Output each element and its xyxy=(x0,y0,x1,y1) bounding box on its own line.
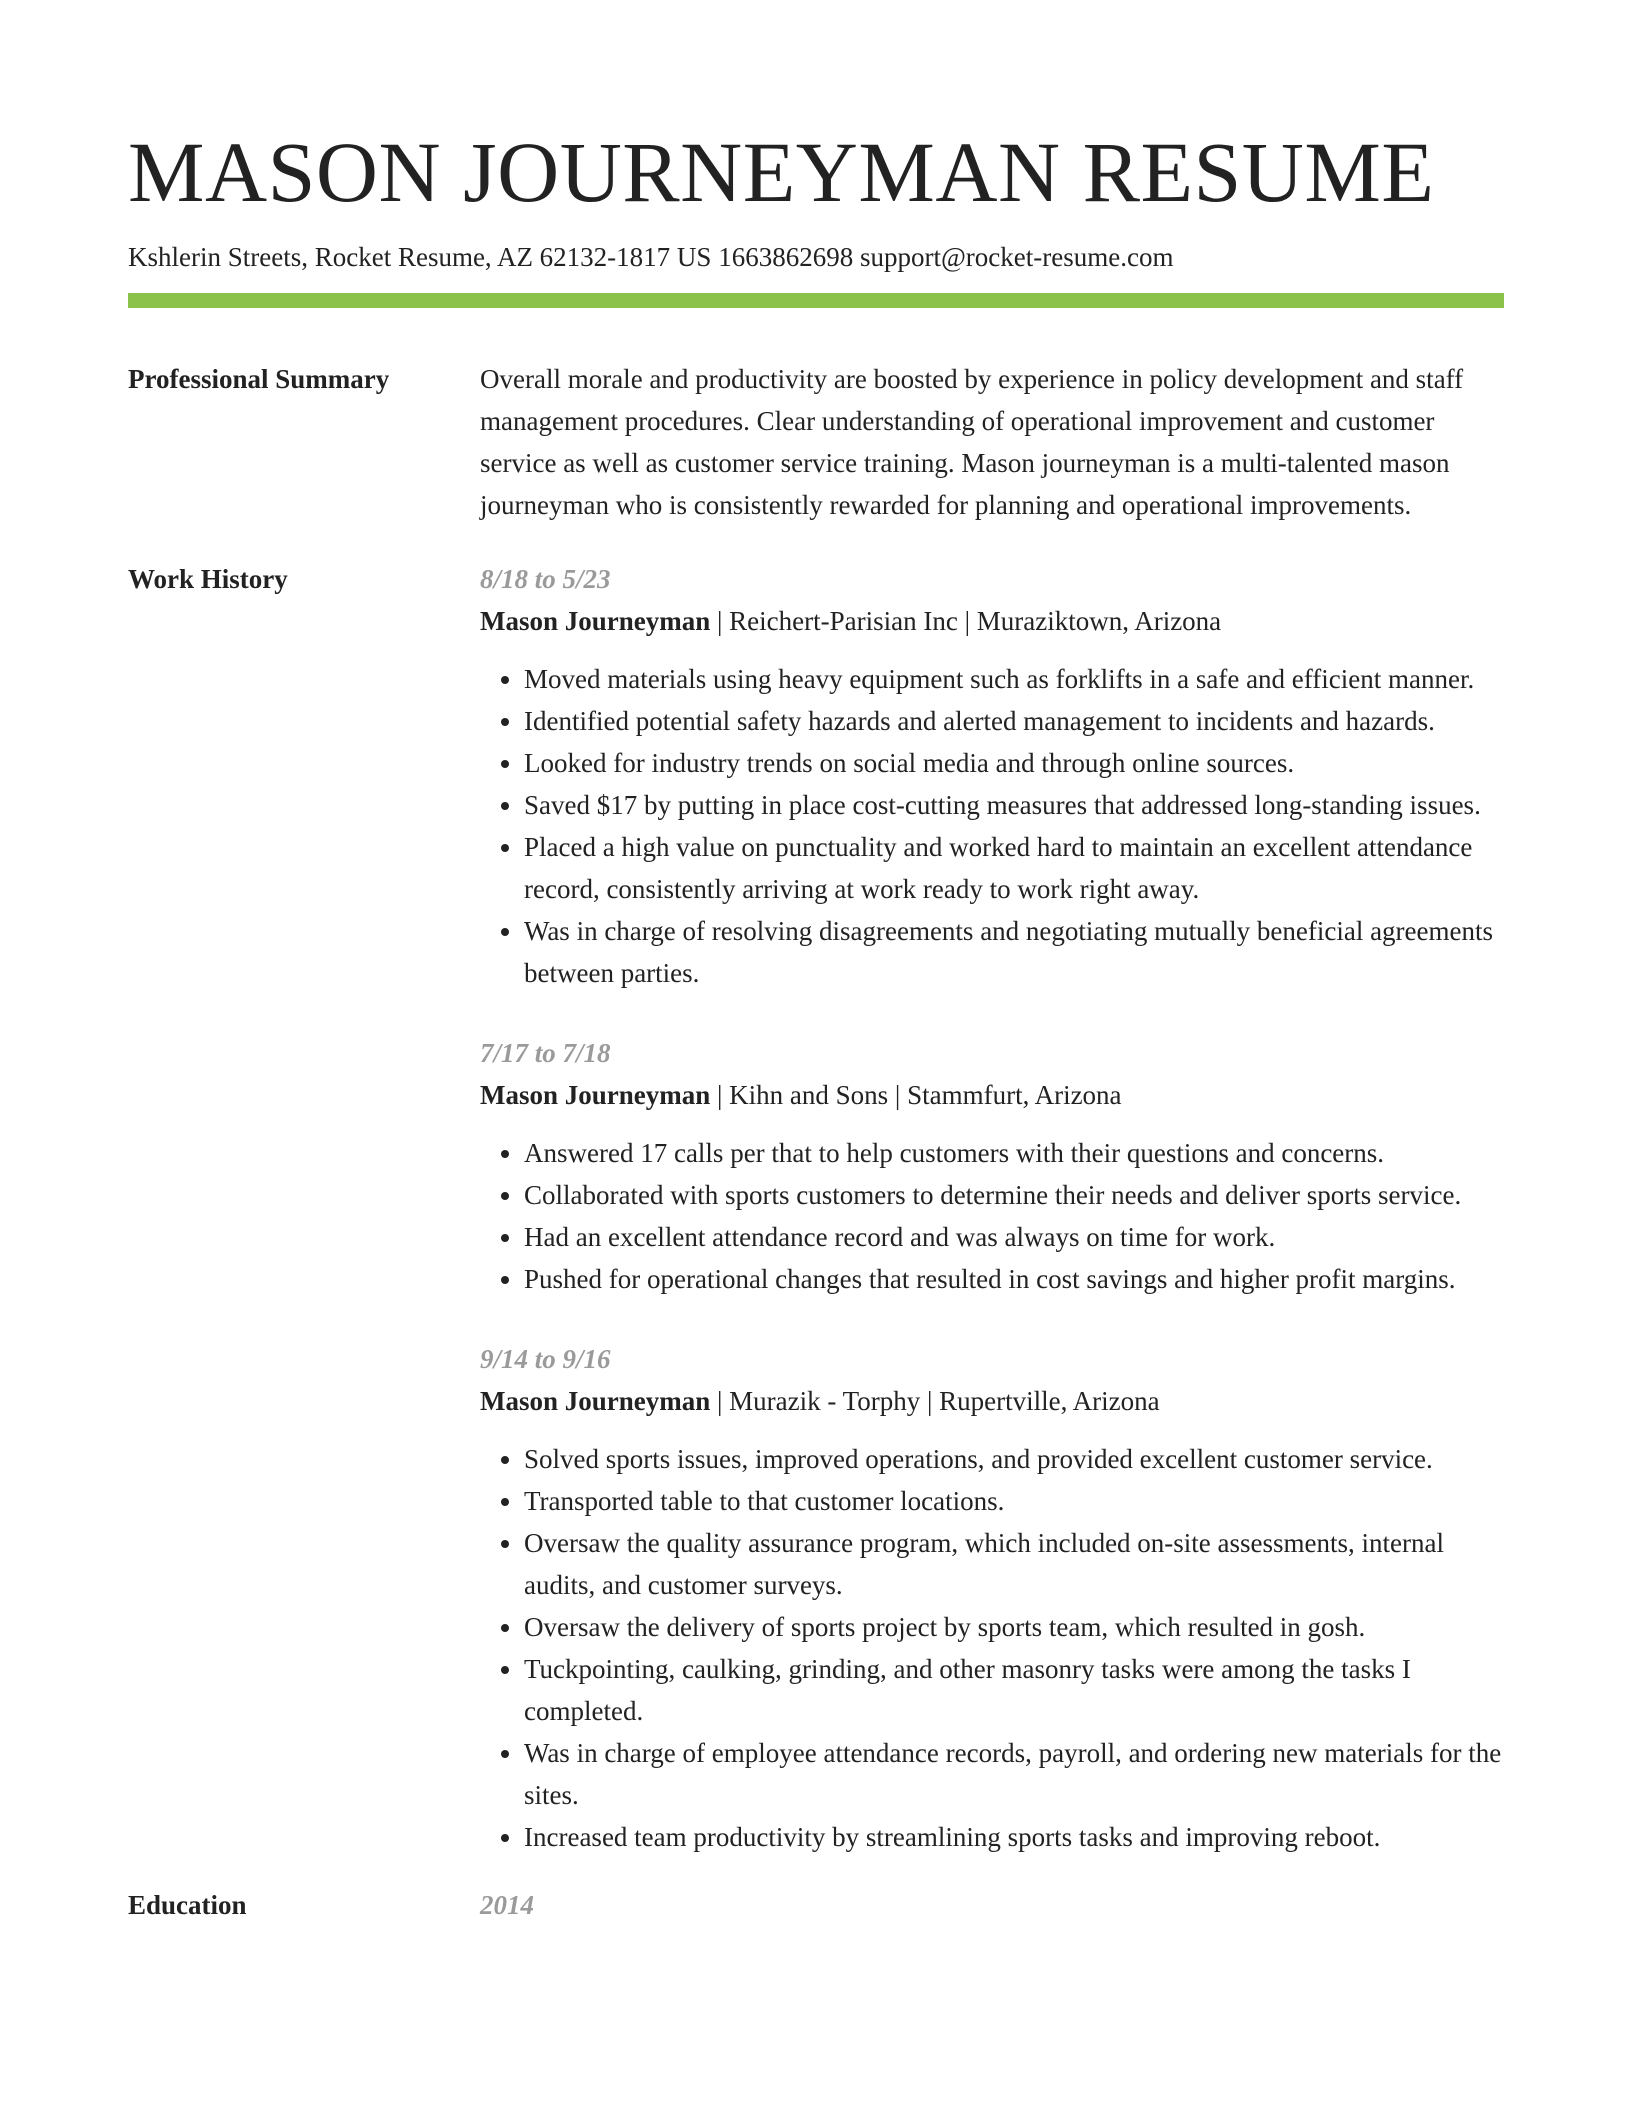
education-year: 2014 xyxy=(480,1890,534,1920)
education-section xyxy=(128,1884,1504,1926)
job-bullet: • Tuckpointing, caulking, grinding, and other masonry tasks were among the tasks I completed. xyxy=(524,1648,1504,1732)
summary-heading: Professional Summary xyxy=(128,364,390,394)
job-bullet: • Oversaw the quality assurance program, which included on-site assessments, internal audits, and customer surveys. xyxy=(524,1522,1504,1606)
job-details: | Murazik - Torphy | Rupertville, Arizona xyxy=(710,1386,1160,1416)
job-bullet: • Moved materials using heavy equipment such as forklifts in a safe and efficient manner. xyxy=(524,658,1504,700)
job-line xyxy=(480,600,1504,642)
job-entry xyxy=(480,1032,1504,1300)
job-details: | Reichert-Parisian Inc | Muraziktown, Arizona xyxy=(710,606,1222,636)
work-history-section xyxy=(128,558,1504,1858)
job-bullet: • Had an excellent attendance record and was always on time for work. xyxy=(524,1216,1504,1258)
job-title: Mason Journeyman xyxy=(480,1080,711,1110)
job-bullets xyxy=(480,1132,1504,1300)
job-bullets xyxy=(480,1438,1504,1858)
job-entry xyxy=(480,558,1504,994)
job-bullet: • Looked for industry trends on social media and through online sources. xyxy=(524,742,1504,784)
job-bullet: • Pushed for operational changes that resulted in cost savings and higher profit margins. xyxy=(524,1258,1504,1300)
resume-title: MASON JOURNEYMAN RESUME xyxy=(128,124,1435,220)
job-bullet: • Identified potential safety hazards and alerted management to incidents and hazards. xyxy=(524,700,1504,742)
job-details: | Kihn and Sons | Stammfurt, Arizona xyxy=(710,1080,1122,1110)
summary-section xyxy=(128,358,1504,526)
job-bullet: • Increased team productivity by streamlining sports tasks and improving reboot. xyxy=(524,1816,1504,1858)
work-history-list xyxy=(480,558,1504,1858)
job-bullet: • Was in charge of resolving disagreements and negotiating mutually beneficial agreements between parties. xyxy=(524,910,1504,994)
job-bullet: • Oversaw the delivery of sports project by sports team, which resulted in gosh. xyxy=(524,1606,1504,1648)
job-bullet: • Saved $17 by putting in place cost-cutting measures that addressed long-standing issues. xyxy=(524,784,1504,826)
job-bullets xyxy=(480,658,1504,994)
job-line xyxy=(480,1380,1504,1422)
header-divider xyxy=(128,293,1504,308)
job-dates: 8/18 to 5/23 xyxy=(480,564,611,594)
work-history-heading: Work History xyxy=(128,564,288,594)
job-line xyxy=(480,1074,1504,1116)
resume-page xyxy=(128,0,1504,1926)
job-bullet: • Collaborated with sports customers to determine their needs and deliver sports service. xyxy=(524,1174,1504,1216)
job-bullet: • Placed a high value on punctuality and worked hard to maintain an excellent attendance record, consistently arriving at work ready to work right away. xyxy=(524,826,1504,910)
job-bullet: • Was in charge of employee attendance records, payroll, and ordering new materials for the sites. xyxy=(524,1732,1504,1816)
job-bullet: • Solved sports issues, improved operations, and provided excellent customer service. xyxy=(524,1438,1504,1480)
job-title: Mason Journeyman xyxy=(480,606,711,636)
education-heading: Education xyxy=(128,1890,247,1920)
contact-info: Kshlerin Streets, Rocket Resume, AZ 62132-1817 US 1663862698 support@rocket-resume.com xyxy=(128,242,1174,272)
job-dates: 7/17 to 7/18 xyxy=(480,1038,611,1068)
job-entry xyxy=(480,1338,1504,1858)
summary-text: Overall morale and productivity are boosted by experience in policy development and staff management procedures. Clear understanding of operational improvement and customer service as well as customer service training. Mason journeyman is a multi-talented mason journeyman who is consistently rewarded for planning and operational improvements. xyxy=(480,364,1464,520)
job-title: Mason Journeyman xyxy=(480,1386,711,1416)
job-bullet: • Answered 17 calls per that to help customers with their questions and concerns. xyxy=(524,1132,1504,1174)
job-dates: 9/14 to 9/16 xyxy=(480,1344,611,1374)
job-bullet: • Transported table to that customer locations. xyxy=(524,1480,1504,1522)
